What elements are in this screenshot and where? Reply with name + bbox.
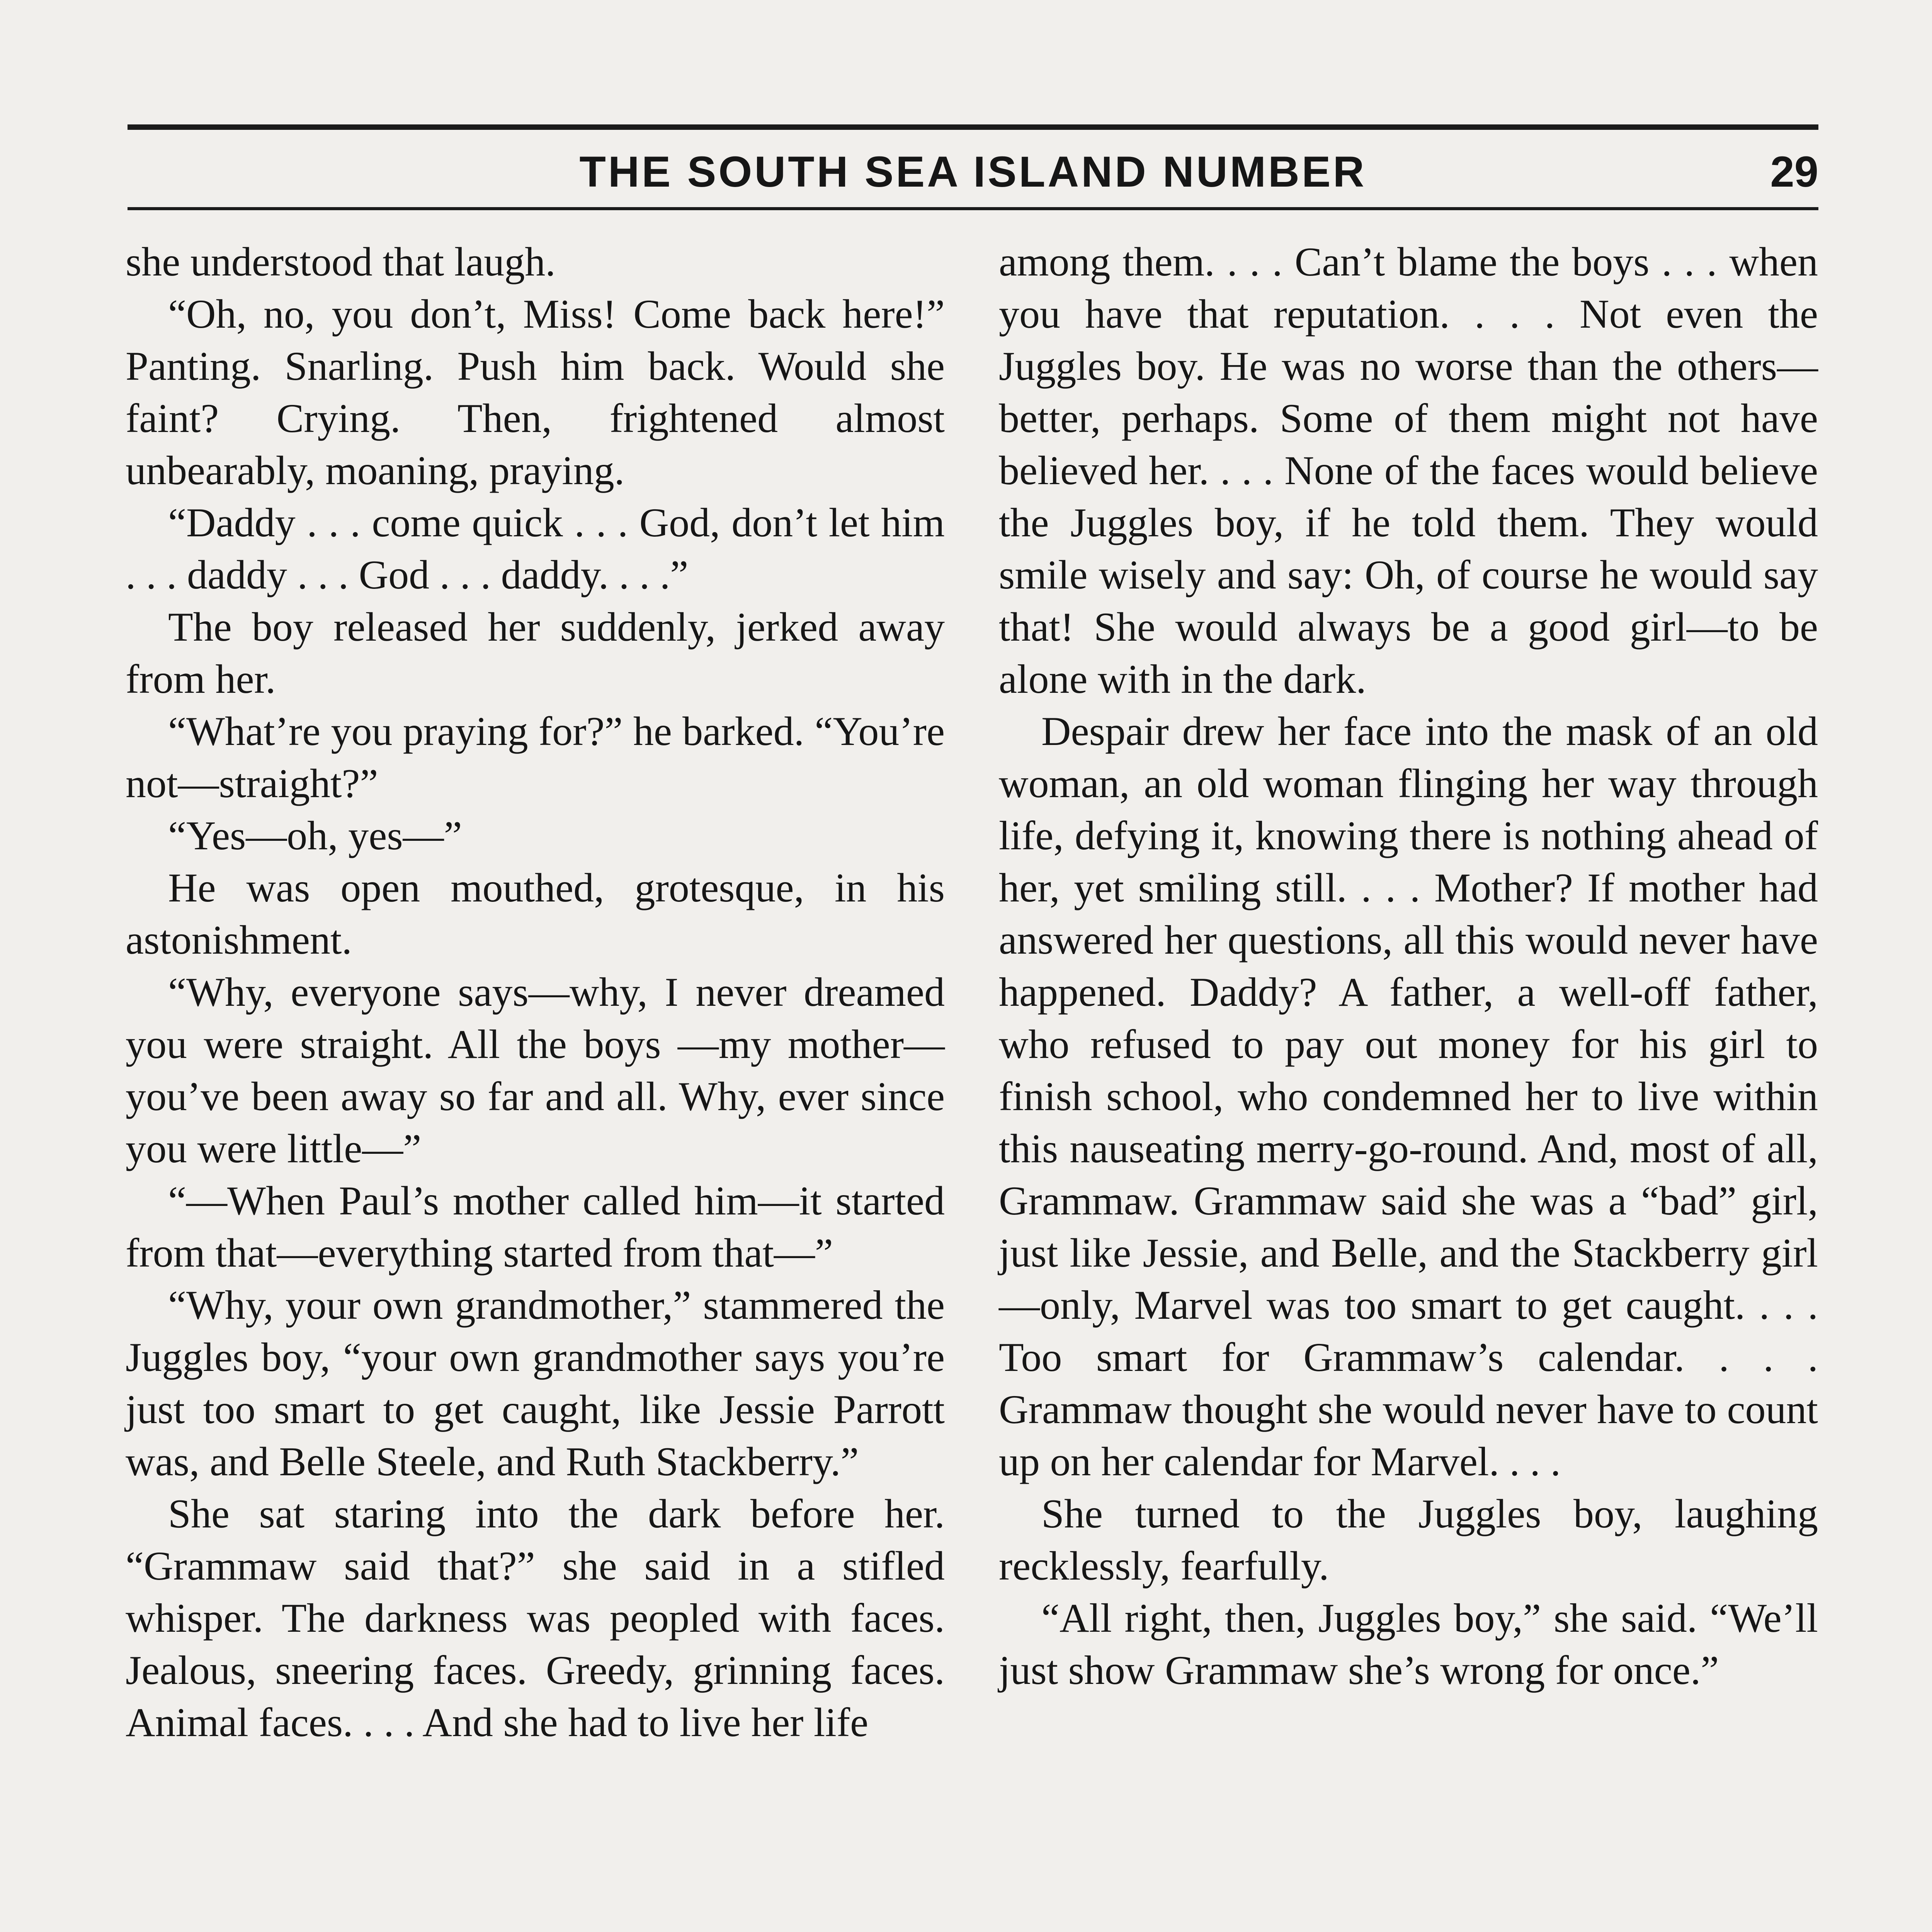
left-paragraph-4: The boy released her suddenly, jerked away from her. — [126, 604, 945, 702]
left-paragraph-6: “Yes—oh, yes—” — [168, 813, 462, 858]
left-paragraph-10: “Why, your own grandmother,” stammered the Juggles boy, “your own grandmother says you’re just too smart to get caught, like Jessie Parrott was, and Belle Steele, and Ruth Stackberry.” — [126, 1282, 945, 1484]
page-number: 29 — [1770, 148, 1818, 196]
left-paragraph-9: “—When Paul’s mother called him—it started from that—everything started from that—” — [126, 1178, 945, 1276]
left-paragraph-3: “Daddy . . . come quick . . . God, don’t let him . . . daddy . . . God . . . daddy. . . .” — [126, 500, 945, 597]
left-paragraph-8: “Why, everyone says—why, I never dreamed you were straight. All the boys —my mother—you’ve been away so far and all. Why, ever since you were little—” — [126, 969, 945, 1171]
left-paragraph-7: He was open mouthed, grotesque, in his astonishment. — [126, 865, 945, 963]
left-paragraph-1: she understood that laugh. — [126, 239, 556, 284]
header-bottom-rule — [128, 207, 1818, 210]
left-paragraph-2: “Oh, no, you don’t, Miss! Come back here!” Panting. Snarling. Push him back. Would she faint? Crying. Then, frightened almost unbearably, moaning, praying. — [126, 291, 945, 493]
right-paragraph-1: among them. . . . Can’t blame the boys . . . when you have that reputation. . . . Not even the Juggles boy. He was no worse than the others—better, perhaps. Some of them might not have believed her. . . . None of the faces would believe the Juggles boy, if he told them. They would smile wisely and say: Oh, of course he would say that! She would always be a good girl—to be alone with in the dark. — [999, 239, 1818, 702]
left-text-column — [126, 236, 945, 1748]
right-paragraph-3: She turned to the Juggles boy, laughing recklessly, fearfully. — [999, 1491, 1818, 1588]
left-paragraph-5: “What’re you praying for?” he barked. “You’re not—straight?” — [126, 709, 945, 806]
right-paragraph-4: “All right, then, Juggles boy,” she said. “We’ll just show Grammaw she’s wrong for once.” — [999, 1595, 1818, 1693]
header-top-rule — [128, 124, 1818, 130]
right-paragraph-2: Despair drew her face into the mask of an old woman, an old woman flinging her way through life, defying it, knowing there is nothing ahead of her, yet smiling still. . . . Mother? If mother had answered her questions, all this would never have happened. Daddy? A father, a well-off father, who refused to pay out money for his girl to finish school, who condemned her to live within this nauseating merry-go-round. And, most of all, Grammaw. Grammaw said she was a “bad” girl, just like Jessie, and Belle, and the Stackberry girl—only, Marvel was too smart to get caught. . . . Too smart for Grammaw’s calendar. . . . Grammaw thought she would never have to count up on her calendar for Marvel. . . . — [999, 709, 1818, 1484]
page-header-title: THE SOUTH SEA ISLAND NUMBER — [579, 148, 1367, 196]
running-header — [128, 139, 1818, 205]
right-text-column — [999, 236, 1818, 1696]
left-paragraph-11: She sat staring into the dark before her. “Grammaw said that?” she said in a stifled whisper. The darkness was peopled with faces. Jealous, sneering faces. Greedy, grinning faces. Animal faces. . . . And she had to live her life — [126, 1491, 945, 1745]
